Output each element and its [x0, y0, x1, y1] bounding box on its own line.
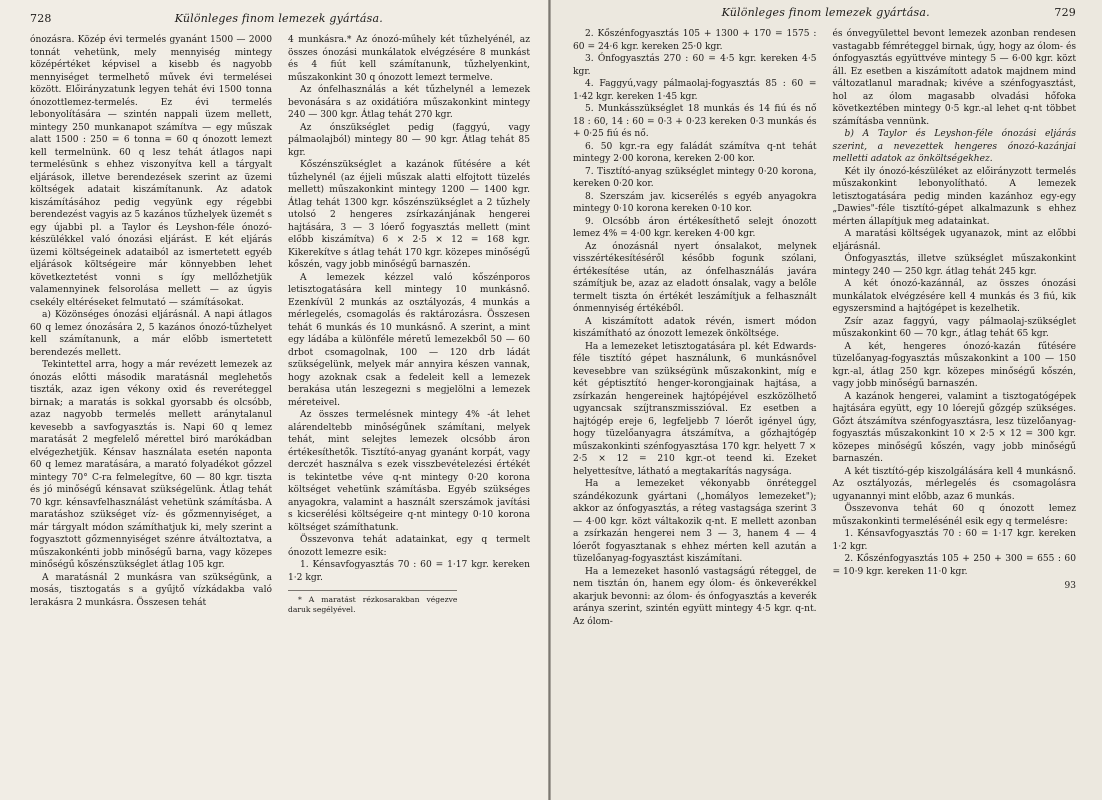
- paragraph: A maratásnál 2 munkásra van szükségünk, a mosás, tisztogatás s a gyűjtő vízkádakba való lerakásra 2 munkásra. Összesen tehát: [30, 572, 272, 608]
- list-item: 9. Olcsóbb áron értékesíthető selejt ónozott lemez 4% = 4·00 kgr. kereken 4·00 kgr.: [573, 216, 817, 239]
- paragraph: Ha a lemezeket hasonló vastagságú réteggel, de nem tisztán ón, hanem egy ólom- és önkeverékkel akarjuk bevonni: az ólom- és ónfogyasztás a keverék aránya szerint, szintén együtt mintegy 4·5 kgr. q-nt. Az ólom-: [573, 566, 817, 627]
- footnote: * A maratást rézkosarakban végezve daruk segélyével.: [288, 590, 457, 615]
- left-page: [0, 0, 548, 800]
- paragraph: Ónfogyasztás, illetve szükséglet műszakonkint mintegy 240 — 250 kgr. átlag tehát 245 kgr.: [832, 254, 1076, 277]
- list-item: 7. Tisztító-anyag szükséglet mintegy 0·20 korona, kereken 0·20 kor.: [573, 166, 817, 189]
- paragraph: Az ónszükséglet pedig (faggyú, vagy pálmaolajból) mintegy 80 — 90 kgr. Átlag tehát 85 kgr.: [288, 122, 530, 158]
- list-item: 3. Ónfogyasztás 270 : 60 = 4·5 kgr. kereken 4·5 kgr.: [573, 54, 817, 77]
- paragraph: 4 munkásra.* Az ónozó-műhely két tűzhelyénél, az összes ónozási munkálatok elvégzésére 8 munkást és 4 fiút kell számítanunk, tűzhelyenkint, műszakonkint 30 q ónozott lemezt termelve.: [288, 35, 530, 83]
- left-column-2: [288, 34, 530, 615]
- right-page-number: 729: [1054, 6, 1076, 19]
- paragraph: Összevonva tehát adatainkat, egy q termelt ónozott lemezre esik:: [288, 535, 530, 558]
- right-column-1: [573, 28, 817, 628]
- paragraph: Két ily ónozó-készüléket az előirányzott termelés műszakonkint lebonyolítható. A lemezek letisztogatására pedig minden kazánhoz egy-egy „Dawies"-féle tisztító-gépet alkalmazunk s ehhez mérten állapítjuk meg adatainkat.: [832, 166, 1076, 227]
- paragraph: A kazánok hengerei, valamint a tisztogatógépek hajtására együtt, egy 10 lóerejű gőzgép szükséges. Gőzt átszámítva szénfogyasztásra, lesz tüzelőanyag-fogyasztás műszakonkint 10 × 2·5 × 12 = 300 kgr. közepes minőségű kőszén, vagy jobb minőségű barnaszén.: [832, 391, 1076, 464]
- paragraph: Ha a lemezeket vékonyabb önréteggel szándékozunk gyártani („homályos lemezeket"); akkor az ónfogyasztás, a réteg vastagsága szerint 3 — 4·00 kgr. közt váltakozik q-nt. E mellett azonban a zsírkazán hengerei nem 3 — 3, hanem 4 — 4 lóerőt fogyasztanak s ehhez mérten kell azután a tüzelőanyag-fogyasztást kiszámítani.: [573, 479, 817, 564]
- paragraph: A maratási költségek ugyanazok, mint az előbbi eljárásnál.: [832, 229, 1076, 252]
- paragraph: a) Közönséges ónozási eljárásnál. A napi átlagos 60 q lemez ónozására 2, 5 kazános ónozó-tűzhelyet kell számítanunk, a már előbb ismertetett berendezés mellett.: [30, 310, 272, 358]
- paragraph: A két, hengeres ónozó-kazán fűtésére tüzelőanyag-fogyasztás műszakonkint a 100 — 150 kgr.-al, átlag 250 kgr. közepes minőségű kőszén, vagy jobb minőségű barnaszén.: [832, 341, 1076, 389]
- right-page: [551, 0, 1102, 800]
- paragraph: Összevonva tehát 60 q ónozott lemez műszakonkinti termelésénél esik egy q termelésre:: [832, 504, 1076, 527]
- left-running-head: [30, 12, 530, 34]
- left-column-1: [30, 34, 272, 615]
- right-column-2: [833, 28, 1077, 628]
- list-item: 8. Szerszám jav. kicserélés s egyéb anyagokra mintegy 0·10 korona kereken 0·10 kor.: [573, 191, 817, 214]
- paragraph: Ha a lemezeket letisztogatására pl. két Edwards-féle tisztító gépet használunk, 6 munkásnővel kevesebbre van szükségünk műszakonkint, míg e két géptisztító henger-korongjainak hajtása, a zsírkazán hengereinek hajtópéjével eszközölhető ugyancsak szíjtranszmisszióval. Ez esetben a hajtógép ereje 6, legfeljebb 7 lóerőt igényel úgy, hogy tüzelőanyagra átszámítva, a gőzhajtógép műszakonkinti szénfogyasztása 170 kgr. helyett 7 × 2·5 × 12 = 210 kgr.-ot teend ki. Ezeket helyettesítve, látható a megtakarítás nagysága.: [573, 341, 817, 477]
- list-item: 5. Munkásszükséglet 18 munkás és 14 fiú és nő 18 : 60, 14 : 60 = 0·3 + 0·23 kereken 0·3 munkás és + 0·25 fiú és nő.: [573, 104, 817, 139]
- list-item: 1. Kénsavfogyasztás 70 : 60 = 1·17 kgr. kereken 1·2 kgr.: [288, 560, 530, 583]
- list-item: 2. Kőszénfogyasztás 105 + 1300 + 170 = 1575 : 60 = 24·6 kgr. kereken 25·0 kgr.: [573, 29, 817, 52]
- paragraph: Az ónozásnál nyert ónsalakot, melynek visszértékesítéséről később fogunk szólani, értékesítése után, az ónfelhasználás javára számítjuk be, azaz az eladott ónsalak, vagy a belőle termelt tiszta ón értékét leszámítjuk a felhasznált ónmennyiség értékéből.: [573, 241, 817, 314]
- paragraph: Kőszénszükséglet a kazánok fűtésére a két tűzhelynél (az éjjeli műszak alatti elfojtott tüzelés mellett) műszakonkint mintegy 1200 — 1400 kgr. Átlag tehát 1300 kgr. kőszénszükséglet a 2 tűzhely utolsó 2 hengeres zsírkazánjának hengerei hajtására, 3 — 3 lóerő fogyasztás mellett (mint előbb kiszámítva) 6 × 2·5 × 12 = 168 kgr. Kikerekítve s átlag tehát 170 kgr. közepes minőségű kőszén, vagy jobb minőségű barnaszén.: [288, 160, 530, 270]
- left-page-number: 728: [30, 12, 52, 25]
- paragraph: A két ónozó-kazánnál, az összes ónozási munkálatok elvégzésére kell 4 munkás és 3 fiú, kik egyszersmind a hajtógépet is kezelhetik.: [832, 279, 1076, 314]
- paragraph: Tekintettel arra, hogy a már revézett lemezek az ónozás előtti második maratásnál meglehetős tiszták, azaz igen vékony oxid és reveréteggel birnak; a maratás is sokkal gyorsabb és olcsóbb, azaz nagyobb termelés mellett aránytalanul kevesebb a savfogyasztás is. Napi 60 q lemez maratását 2 megfelelő mérettel biró marókádban elvégezhetjük. Kénsav használata esetén naponta 60 q lemez maratására, a marató folyadékot gőzzel mintegy 70° C-ra felmelegítve, 60 — 80 kgr. tiszta és jó minőségű kénsavat szükségelünk. Átlag tehát 70 kgr. kénsavfelhasználást vehetünk számításba. A maratáshoz szükséget víz- és gőzmennyiséget, a már tárgyalt módon számíthatjuk ki, mely szerint a fogyasztott gőzmennyiséget szénre átváltoztatva, a műszakonkénti jobb minőségű barna, vagy közepes minőségű kőszénszükséglet átlag 105 kgr.: [30, 360, 272, 570]
- right-running-title: Különleges finom lemezek gyártása.: [721, 6, 930, 19]
- list-item: 2. Kőszénfogyasztás 105 + 250 + 300 = 655 : 60 = 10·9 kgr. kereken 11·0 kgr.: [832, 554, 1076, 577]
- paragraph: Zsír azaz faggyú, vagy pálmaolaj-szükséglet műszakonkint 60 — 70 kgr., átlag tehát 65 kgr.: [832, 316, 1076, 339]
- list-item: 6. 50 kgr.-ra egy faládát számítva q-nt tehát mintegy 2·00 korona, kereken 2·00 kor.: [573, 141, 817, 164]
- list-item: 4. Faggyú,vagy pálmaolaj-fogyasztás 85 : 60 = 1·42 kgr. kereken 1·45 kgr.: [573, 79, 817, 102]
- left-running-title: Különleges finom lemezek gyártása.: [174, 12, 383, 25]
- paragraph: Az ónfelhasználás a két tűzhelynél a lemezek bevonására s az oxidátióra műszakonkint mintegy 240 — 300 kgr. Átlag tehát 270 kgr.: [288, 85, 530, 120]
- right-running-head: [573, 6, 1076, 28]
- list-item: 1. Kénsavfogyasztás 70 : 60 = 1·17 kgr. kereken 1·2 kgr.: [832, 529, 1076, 552]
- paragraph: A lemezek kézzel való kőszénporos letisztogatására kell mintegy 10 munkásnő. Ezenkívül 2 munkás az osztályozás, 4 munkás a mérlegelés, csomagolás és raktározásra. Összesen tehát 6 munkás és 10 munkásnő. A szerint, a mint egy ládába a különféle méretű lemezekből 50 — 60 drbot csomagolnak, 100 — 120 drb ládát szükségelünk, melyek már annyira készen vannak, hogy azoknak csak a fedeleit kell a lemezek berakása után leszegezni s megjelölni a lemezek méreteivel.: [288, 272, 530, 408]
- section-heading: b) A Taylor és Leyshon-féle ónozási eljárás szerint, a nevezettek hengeres ónozó-kazánjai melletti adatok az önköltségekhez.: [832, 129, 1076, 164]
- paragraph: A két tisztító-gép kiszolgálására kell 4 munkásnő. Az osztályozás, mérlegelés és csomagolásra ugyanannyi mint előbb, azaz 6 munkás.: [832, 466, 1076, 502]
- paragraph: és ónvegyülettel bevont lemezek azonban rendesen vastagabb fémréteggel birnak, úgy, hogy az ólom- és ónfogyasztás együttvéve mintegy 5 — 6·00 kgr. közt áll. Ez esetben a kiszámított adatok majdnem mind változatlanul maradnak; kivéve a szénfogyasztást, hol az ólom magasabb olvadási hőfoka következtében mintegy 0·5 kgr.-al lehet q-nt többet számításba vennünk.: [832, 29, 1076, 127]
- paragraph: A kiszámított adatok révén, ismert módon kiszámítható az ónozott lemezek önköltsége.: [573, 316, 817, 339]
- signature-mark: 93: [1064, 581, 1076, 591]
- paragraph: Az összes termelésnek mintegy 4% -át lehet alárendeltebb minőségűnek számítani, melyek tehát, mint selejtes lemezek olcsóbb áron értékesíthetők. Tisztító-anyag gyanánt korpát, vagy derczét használva s ezek visszbevételezési értékét is tekintetbe véve q-nt mintegy 0·20 korona költséget vehetünk számításba. Egyéb szükséges anyagokra, valamint a használt szerszámok javítási s kicserélési költségeire q-nt mintegy 0·10 korona költséget számíthatunk.: [288, 410, 530, 533]
- paragraph: ónozásra. Közép évi termelés gyanánt 1500 — 2000 tonnát vehetünk, mely mennyiség mintegy középértéket képvisel a kisebb és nagyobb mennyiséget termelhető művek évi termelései között. Előirányzatunk legyen tehát évi 1500 tonna ónozottlemez-termelés. Ez évi termelés lebonyolítására — szintén nappali üzem mellett, mintegy 250 munkanapot számítva — egy műszak alatt 1500 : 250 = 6 tonna = 60 q ónozott lemezt kell termelnünk. 60 q lesz tehát átlagos napi termelésünk s ehhez viszonyítva kell a tárgyalt eljárások, illetve berendezések szerint az üzemi költségek adatait kiszámítanunk. Az adatok kiszámításához pedig vegyünk egy régebbi berendezést vagyis az 5 kazános tűzhelyek üzemét s egy újabbi pl. a Taylor és Leyshon-féle ónozó-készülékkel való ónozási eljárást. E két eljárás üzemi költségeinek adataiból az ismertetett egyéb eljárások költségeire már könnyebben lehet következtetést vonni s így mellőzhetjük valamennyinek felsorolása mellett — az úgyis csekély eltéréseket felmutató — számításokat.: [30, 35, 272, 308]
